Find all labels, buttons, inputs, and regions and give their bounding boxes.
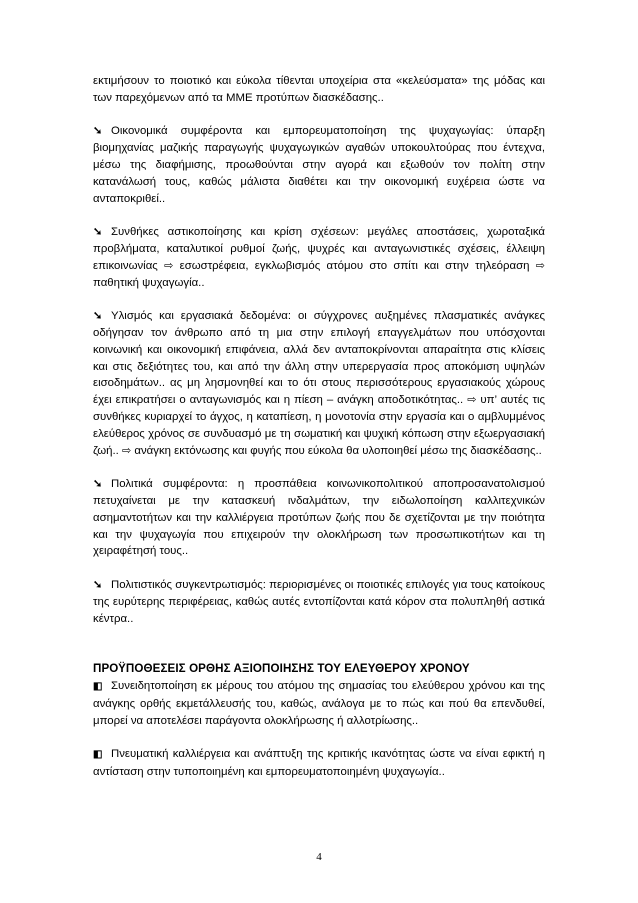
paragraph-economic-interests	[93, 123, 545, 207]
paragraph-text: υπ’ αυτές τις συνθήκες κυριαρχεί το άγχος, η καταπίεση, η μονοτονία στην εργασία και ο αμβλυμμένος ελεύθερος χρόνος σε συνδυασμό με τη σωματική και ψυχική κόπωση στην εξωεργασιακή ζωή..	[93, 394, 545, 457]
arrow-bullet-icon: ➘	[93, 125, 103, 138]
paragraph-text: Υλισμός και εργασιακά δεδομένα: οι σύγχρονες αυξημένες πλασματικές ανάγκες οδήγησαν τον άνθρωπο από τη μια στην επιλογή επαγγελμάτων που υπόσχονται κοινωνική και οικονομική επιφάνεια, αλλά δεν ανταποκρίνονται απαραίτητα στις κλίσεις και στις δεξιότητες του, και από την άλλη στην υπερεργασία προς αποκόμιση υψηλών εισοδημάτων.. ας μη λησμονηθεί και το ότι στους περισσότερους εργασιακούς χώρους έχει επικρατήσει ο ανταγωνισμός και η πίεση – ανάγκη αποδοτικότητας..	[93, 310, 545, 407]
paragraph-political-interests	[93, 476, 545, 560]
page-content	[93, 73, 545, 798]
paragraph-text: Οικονομικά συμφέροντα και εμπορευματοποίηση της ψυχαγωγίας: ύπαρξη βιομηχανίας μαζικής παραγωγής ψυχαγωγικών αγαθών υποκουλτούρας που έντεχνα, μέσω της διαφήμισης, προωθούνται στην αγορά και εξωθούν τον πολίτη στην κατανάλωσή τους, καθώς μάλιστα διαθέτει και την οικονομική ευχέρεια ώστε να ανταποκριθεί..	[93, 125, 545, 205]
paragraph-text: Συνειδητοποίηση εκ μέρους του ατόμου της σημασίας του ελεύθερου χρόνου και της ανάγκης ορθής εκμετάλλευσής του, καθώς, ανάλογα με το πώς και πού θα επενδυθεί, μπορεί να αποτελέσει παράγοντα ολοκλήρωσης ή αλλοτρίωσης..	[93, 680, 545, 727]
paragraph-text: εσωστρέφεια, εγκλωβισμός ατόμου στο σπίτι και στην τηλεόραση	[179, 259, 530, 272]
paragraph-text: ανάγκη εκτόνωσης και φυγής που εύκολα θα υλοποιηθεί μέσω της διασκέδασης..	[134, 444, 542, 457]
box-bullet-icon: ◧	[93, 749, 103, 761]
arrow-bullet-icon: ➘	[93, 478, 103, 491]
implies-arrow-icon: ⇨	[122, 444, 132, 457]
paragraph-text: εκτιμήσουν το ποιοτικό και εύκολα τίθενται υποχείρια στα «κελεύσματα» της μόδας και των παρεχόμενων από τα ΜΜΕ προτύπων διασκέδασης..	[93, 75, 545, 104]
section-heading: ΠΡΟΫΠΟΘΕΣΕΙΣ ΟΡΘΗΣ ΑΞΙΟΠΟΙΗΣΗΣ ΤΟΥ ΕΛΕΥΘΕΡΟΥ ΧΡΟΝΟΥ	[93, 662, 470, 676]
arrow-bullet-icon: ➘	[93, 578, 103, 591]
paragraph-urbanization	[93, 224, 545, 291]
paragraph-continuation	[93, 73, 545, 107]
paragraph-cultural-centralism	[93, 577, 545, 627]
paragraph-text: Πολιτιστικός συγκεντρωτισμός: περιορισμένες οι ποιοτικές επιλογές για τους κατοίκους της ευρύτερης περιφέρειας, καθώς αυτές εντοπίζονται κατά κόρον στα πολυπληθή αστικά κέντρα..	[93, 578, 545, 625]
implies-arrow-icon: ⇨	[164, 259, 174, 272]
implies-arrow-icon: ⇨	[467, 394, 477, 407]
paragraph-text: Πνευματική καλλιέργεια και ανάπτυξη της κριτικής ικανότητας ώστε να είναι εφικτή η αντίσταση στην τυποποιημένη και εμπορευματοποιημένη ψυχαγωγία..	[93, 748, 545, 779]
box-bullet-icon: ◧	[93, 681, 103, 693]
page-number: 4	[316, 851, 322, 863]
paragraph-text: Συνθήκες αστικοποίησης και κρίση σχέσεων: μεγάλες αποστάσεις, χωροταξικά προβλήματα, καταλυτικοί ρυθμοί ζωής, ψυχρές και ανταγωνιστικές σχέσεις, έλλειψη επικοινωνίας	[93, 226, 545, 272]
paragraph-text: Πολιτικά συμφέροντα: η προσπάθεια κοινωνικοπολιτικού αποπροσανατολισμού πετυχαίνεται με την κατασκευή ινδαλμάτων, την ειδωλοποίηση καλλιτεχνικών ασημαντοτήτων και την καλλιέργεια προτύπων ζωής που δε σχετίζονται με την ποιότητα και την ψυχαγωγία που επιχειρούν την ολοκλήρωση των προσωπικοτήτων και τη χειραφέτησή τους..	[93, 478, 545, 558]
paragraph-awareness	[93, 678, 545, 729]
implies-arrow-icon: ⇨	[535, 259, 545, 272]
paragraph-text: παθητική ψυχαγωγία..	[93, 276, 205, 289]
paragraph-materialism	[93, 308, 545, 459]
arrow-bullet-icon: ➘	[93, 310, 103, 323]
arrow-bullet-icon: ➘	[93, 226, 103, 239]
paragraph-cultivation	[93, 746, 545, 781]
